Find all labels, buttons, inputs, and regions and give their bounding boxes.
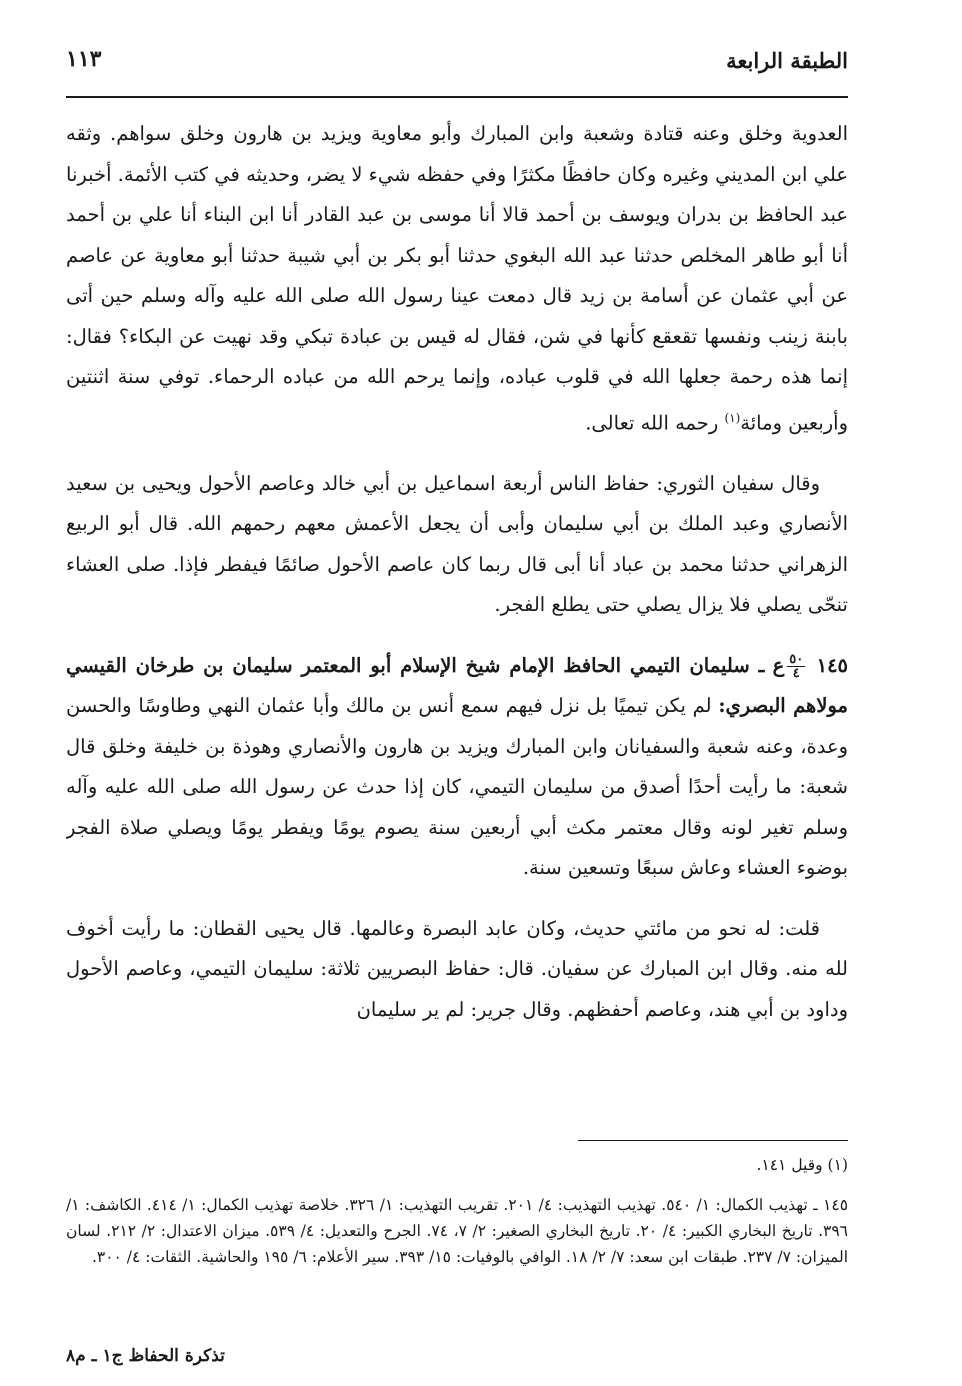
footnote-sources: ١٤٥ ـ تهذيب الكمال: ١/ ٥٤٠. تهذيب التهذيب: ٤/ ٢٠١. تقريب التهذيب: ١/ ٣٢٦. خلاصة تهذيب الكمال: ١/ ٤١٤. الكاشف: ١/ ٣٩٦. تاريخ البخاري الكبير: ٤/ ٢٠. تاريخ البخاري الصغير: ٢/ ٧، ٧٤. الجرح والتعديل: ٤/ ٥٣٩. ميزان الاعتدال: ٢/ ٢١٢. لسان الميزان: ٧/ ٢٣٧. طبقات ابن سعد: ٧/ ٢/ ١٨. الوافي بالوفيات: ١٥/ ٣٩٣. سير الأعلام: ٦/ ١٩٥ والحاشية. الثقات: ٤/ ٣٠٠. bbox=[66, 1196, 848, 1266]
entry-fraction bbox=[787, 653, 805, 680]
fraction-numerator: ٥٠ bbox=[789, 651, 804, 667]
fraction-denominator: ٤ bbox=[792, 665, 800, 681]
footnote-rule bbox=[578, 1140, 848, 1141]
paragraph-1-end: رحمه الله تعالى. bbox=[585, 411, 725, 434]
page-number: ١١٣ bbox=[66, 46, 102, 72]
signature-line: تذكرة الحفاظ ج١ ـ م٨ bbox=[66, 1346, 225, 1366]
footnote-marker: (١) bbox=[724, 410, 741, 425]
main-text bbox=[66, 114, 848, 1124]
entry-text: لم يكن تيميًا بل نزل فيهم سمع أنس بن مالك وأبا عثمان النهي وطاوسًا والحسن وعدة، وعنه شعبة والسفيانان وابن المبارك ويزيد بن هارون والأنصاري وهوذة بن خليفة وخلق قال شعبة: ما رأيت أحدًا أصدق من سليمان التيمي، كان إذا حدث عن رسول الله صلى الله عليه وآله وسلم تغير لونه وقال معتمر مكث أبي أربعين سنة يصوم يومًا ويفطر يومًا ويصلي صلاة الفجر بوضوء العشاء وعاش سبعًا وتسعين سنة. bbox=[66, 694, 848, 879]
entry-number: ١٤٥ bbox=[816, 653, 848, 677]
entry-siglum: ع bbox=[772, 653, 785, 677]
header-rule bbox=[66, 96, 848, 98]
paragraph-4: قلت: له نحو من مائتي حديث، وكان عابد البصرة وعالمها. قال يحيى القطان: ما رأيت أخوف لله منه. وقال ابن المبارك عن سفيان. قال: حفاظ البصريين ثلاثة: سليمان التيمي، وعاصم الأحول وداود بن أبي هند، وعاصم أحفظهم. وقال جرير: لم ير سليمان bbox=[66, 916, 848, 1021]
entry-145 bbox=[66, 646, 848, 889]
paragraph-2: وقال سفيان الثوري: حفاظ الناس أربعة اسماعيل بن أبي خالد وعاصم الأحول ويحيى بن سعيد الأنصاري وعبد الملك بن أبي سليمان وأبى أن يجعل الأعمش معهم رحمهم الله. قال أبو الربيع الزهراني حدثنا محمد بن عباد أنا أبى قال ربما كان عاصم الأحول صائمًا فيفطر فإذا. صلى العشاء تنحّى يصلي فلا يزال يصلي حتى يطلع الفجر. bbox=[66, 471, 848, 616]
footnotes bbox=[66, 1152, 848, 1322]
paragraph-1 bbox=[66, 114, 848, 444]
footnote-1: (١) وقيل ١٤١. bbox=[756, 1156, 848, 1174]
paragraph-1-text: العدوية وخلق وعنه قتادة وشعبة وابن المبارك وأبو معاوية ويزيد بن هارون وخلق سواهم. وثقه علي ابن المديني وغيره وكان حافظًا مكثرًا وفي حفظه شيء لا يضر، وحديثه في كتب الأئمة. أخبرنا عبد الحافظ بن بدران ويوسف بن أحمد قالا أنا موسى بن عبد القادر أنا ابن البناء أنا علي بن أحمد أنا أبو طاهر المخلص حدثنا عبد الله البغوي حدثنا أبو بكر بن أبي شيبة حدثنا أبو معاوية عن عاصم عن أبي عثمان عن أسامة بن زيد قال دمعت عينا رسول الله صلى الله عليه وآله وسلم حين أتى بابنة زينب ونفسها تقعقع كأنها في شن، فقال له قيس بن عبادة تبكي وقد نهيت عن البكاء؟ فقال: إنما هذه رحمة جعلها الله في قلوب عباده، وإنما يرحم الله من عباده الرحماء. توفي سنة اثنتين وأربعين ومائة bbox=[66, 122, 848, 434]
entry-heading: ـ سليمان التيمي الحافظ الإمام شيخ الإسلام أبو المعتمر سليمان بن طرخان القيسي مولاهم البصري: bbox=[66, 653, 848, 717]
running-title: الطبقة الرابعة bbox=[726, 48, 848, 73]
page-header bbox=[66, 42, 848, 82]
